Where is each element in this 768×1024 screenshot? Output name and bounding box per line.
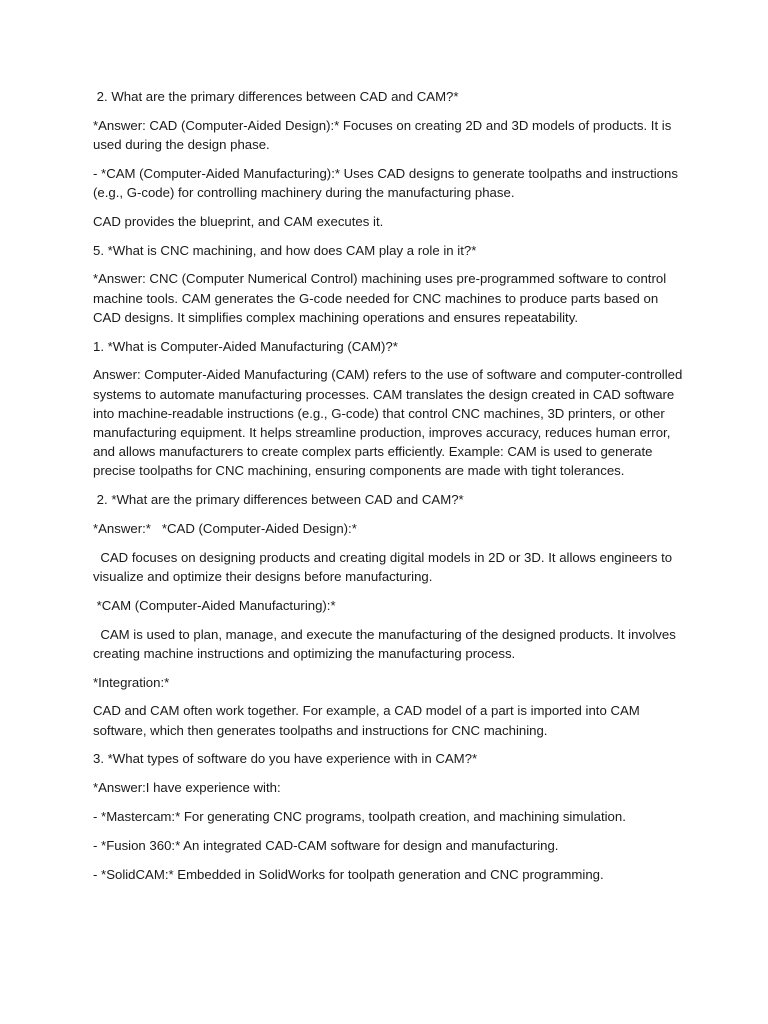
- subheading: *CAM (Computer-Aided Manufacturing):*: [93, 597, 336, 613]
- answer-paragraph: *Answer: CNC (Computer Numerical Control) machining uses pre-programmed software to control machine tools. CAM generates the G-code needed for CNC machines to produce parts based on CAD designs. It simplifies complex machining operations and ensures repeatability.: [93, 271, 670, 325]
- subheading: *Integration:*: [93, 674, 170, 690]
- question-heading: 5. *What is CNC machining, and how does CAM play a role in it?*: [93, 242, 477, 258]
- bullet-paragraph: - *SolidCAM:* Embedded in SolidWorks for toolpath generation and CNC programming.: [93, 866, 604, 882]
- answer-paragraph: Answer: Computer-Aided Manufacturing (CAM) refers to the use of software and computer-controlled systems to automate manufacturing processes. CAM translates the design created in CAD software into machine-readable instructions (e.g., G-code) that control CNC machines, 3D printers, or other manufacturing equipment. It helps streamline production, improves accuracy, reduces human error, and allows manufacturers to create complex parts efficiently. Example: CAM is used to generate precise toolpaths for CNC machining, ensuring components are made with tight tolerances.: [93, 367, 686, 479]
- body-paragraph: CAD provides the blueprint, and CAM executes it.: [93, 213, 384, 229]
- question-heading: 3. *What types of software do you have experience with in CAM?*: [93, 751, 478, 767]
- answer-label: *Answer:* *CAD (Computer-Aided Design):*: [93, 521, 357, 536]
- question-heading: 2. What are the primary differences between CAD and CAM?*: [93, 89, 459, 104]
- body-paragraph: CAD and CAM often work together. For example, a CAD model of a part is imported into CAM software, which then generates toolpaths and instructions for CNC machining.: [93, 703, 644, 738]
- bullet-paragraph: - *Mastercam:* For generating CNC programs, toolpath creation, and machining simulation.: [93, 808, 626, 824]
- body-paragraph: CAD focuses on designing products and creating digital models in 2D or 3D. It allows engineers to visualize and optimize their designs before manufacturing.: [93, 549, 676, 584]
- bullet-paragraph: - *CAM (Computer-Aided Manufacturing):* Uses CAD designs to generate toolpaths and instructions (e.g., G-code) for controlling machinery during the manufacturing phase.: [93, 165, 682, 200]
- question-heading: 1. *What is Computer-Aided Manufacturing (CAM)?*: [93, 338, 398, 354]
- answer-paragraph: *Answer: CAD (Computer-Aided Design):* Focuses on creating 2D and 3D models of products. It is used during the design phase.: [93, 117, 675, 152]
- bullet-paragraph: - *Fusion 360:* An integrated CAD-CAM software for design and manufacturing.: [93, 837, 559, 853]
- question-heading: 2. *What are the primary differences between CAD and CAM?*: [93, 492, 464, 508]
- answer-label: *Answer:I have experience with:: [93, 780, 281, 796]
- body-paragraph: CAM is used to plan, manage, and execute the manufacturing of the designed products. It involves creating machine instructions and optimizing the manufacturing process.: [93, 626, 680, 661]
